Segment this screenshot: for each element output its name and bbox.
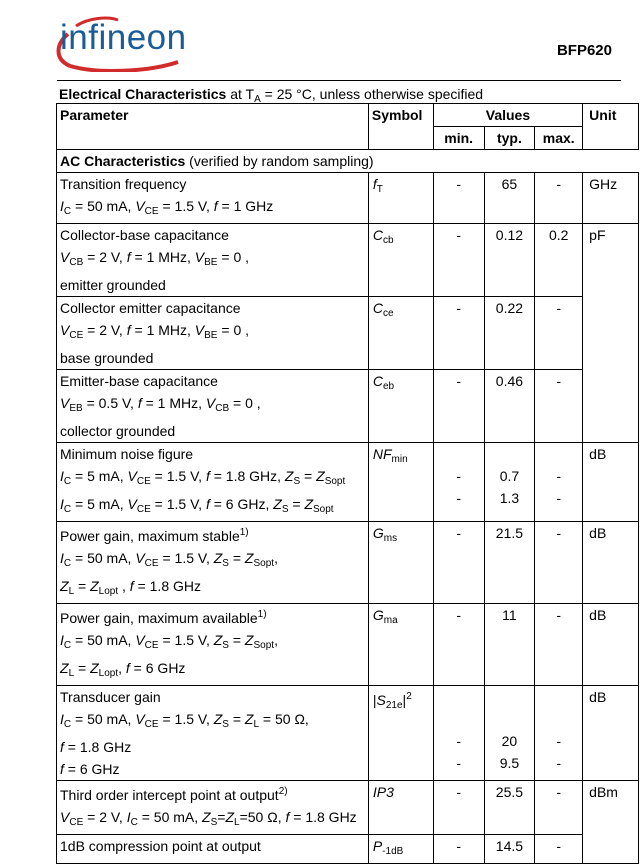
- table-row: Third order intercept point at output$^{2)}$ $V_{CE} = 2$ V, $I_C = 50$ mA, $Z_S=Z_L=50$ Ω, f = 1.8 GHz IP3 - 25.5 - dBm: [57, 781, 639, 835]
- value-min: -: [433, 522, 484, 604]
- value-min: -: [456, 468, 461, 484]
- value-min: -: [433, 297, 484, 370]
- symbol: $G_{ms}$: [368, 522, 433, 604]
- unit: dB: [583, 604, 639, 686]
- value-typ: 25.5: [484, 781, 535, 835]
- param-name: 1dB compression point at output: [57, 835, 369, 864]
- param-cond: base grounded: [60, 350, 154, 366]
- unit: dB: [583, 443, 639, 522]
- value-min: -: [433, 835, 484, 864]
- symbol: $NF_{min}$: [368, 443, 433, 522]
- table-row: Collector-base capacitance $V_{CB} = 2$ V, f = 1 MHz, $V_{BE} = 0$ , emitter grounded $C_{cb}$ - 0.12 0.2 pF: [57, 224, 639, 297]
- value-typ: 0.7: [499, 468, 520, 484]
- value-min: -: [433, 173, 484, 224]
- col-typ: typ.: [484, 127, 535, 150]
- value-min: -: [433, 781, 484, 835]
- value-typ: 0.46: [484, 370, 535, 443]
- col-max: max.: [535, 127, 583, 150]
- value-typ: 0.12: [484, 224, 535, 297]
- value-max: -: [535, 370, 583, 443]
- value-min: -: [433, 224, 484, 297]
- characteristics-table: [56, 103, 639, 864]
- param-cond: $I_C = 50$ mA, $V_{CE} = 1.5$ V, f = 1 GHz: [60, 198, 274, 217]
- value-max: -: [535, 835, 583, 864]
- symbol: $C_{ce}$: [368, 297, 433, 370]
- col-unit: Unit: [583, 104, 639, 127]
- unit: pF: [583, 224, 639, 443]
- value-min: -: [456, 733, 461, 749]
- param-name: Minimum noise figure: [60, 446, 194, 462]
- value-min: -: [433, 370, 484, 443]
- value-max: 0.2: [535, 224, 583, 297]
- value-typ: 1.3: [499, 490, 520, 506]
- header-rule: [57, 80, 621, 81]
- value-min: -: [456, 490, 461, 506]
- symbol: $G_{ma}$: [368, 604, 433, 686]
- table-row: Power gain, maximum available$^{1)}$ $I_C = 50$ mA, $V_{CE} = 1.5$ V, $Z_S = Z_{Sopt}$, $Z_L = Z_{Lopt}$, f = 6 GHz $G_{ma}$ - 11 - dB: [57, 604, 639, 686]
- value-max: -: [535, 604, 583, 686]
- unit: dBm: [583, 781, 639, 864]
- value-typ: 0.22: [484, 297, 535, 370]
- col-symbol: Symbol: [368, 104, 433, 127]
- param-name: Collector-base capacitance: [60, 227, 229, 243]
- col-min: min.: [433, 127, 484, 150]
- symbol: IP3: [368, 781, 433, 835]
- param-name: Power gain, maximum available: [60, 610, 258, 626]
- value-min: -: [456, 755, 461, 771]
- unit: GHz: [583, 173, 639, 224]
- value-typ: 11: [484, 604, 535, 686]
- unit: dB: [583, 686, 639, 781]
- param-name: Collector emitter capacitance: [60, 300, 241, 316]
- value-max: -: [556, 468, 562, 484]
- ec-title: Electrical Characteristics at $T_A = 25$ °C, unless otherwise specified: [59, 86, 484, 105]
- value-max: -: [535, 173, 583, 224]
- value-max: -: [556, 755, 562, 771]
- table-row: Transducer gain $I_C = 50$ mA, $V_{CE} = 1.5$ V, $Z_S = Z_L = 50$ Ω, f = 1.8 GHz f = 6 GHz $|S_{21e}|^2$ - - 20 9.5 - - dB: [57, 686, 639, 781]
- section-heading: AC Characteristics (verified by random sampling): [57, 150, 639, 173]
- table-row: [57, 835, 639, 864]
- table-row: Collector emitter capacitance $V_{CE} = 2$ V, f = 1 MHz, $V_{BE} = 0$ , base grounded $C_{ce}$ - 0.22 -: [57, 297, 639, 370]
- value-typ: 65: [484, 173, 535, 224]
- param-name: Power gain, maximum stable: [60, 528, 240, 544]
- symbol: $C_{eb}$: [368, 370, 433, 443]
- symbol: $P_{-1dB}$: [368, 835, 433, 864]
- logo-text: infineon: [60, 18, 187, 57]
- col-parameter: Parameter: [57, 104, 369, 127]
- table-row: Emitter-base capacitance $V_{EB} = 0.5$ V, f = 1 MHz, $V_{CB} = 0$ , collector grounded $C_{eb}$ - 0.46 -: [57, 370, 639, 443]
- param-cond: collector grounded: [60, 423, 176, 439]
- table-row: [57, 173, 639, 224]
- table-row: Minimum noise figure $I_C = 5$ mA, $V_{CE} = 1.5$ V, f = 1.8 GHz, $Z_S = Z_{Sopt}$ $I_C = 5$ mA, $V_{CE} = 1.5$ V, f = 6 GHz, $Z_S = Z_{Sopt}$ $NF_{min}$ - - 0.7 1.3 - - dB: [57, 443, 639, 522]
- unit: dB: [583, 522, 639, 604]
- param-name: Emitter-base capacitance: [60, 373, 218, 389]
- value-typ: 20: [501, 733, 518, 749]
- value-max: -: [535, 781, 583, 835]
- value-min: -: [433, 604, 484, 686]
- product-name: BFP620: [556, 42, 612, 59]
- param-name: Third order intercept point at output: [60, 787, 279, 803]
- symbol: $f_T$: [368, 173, 433, 224]
- param-cond: emitter grounded: [60, 277, 166, 293]
- param-name: Transducer gain: [60, 689, 161, 705]
- value-max: -: [535, 522, 583, 604]
- param-name: Transition frequency: [60, 176, 187, 192]
- col-values: Values: [433, 104, 582, 127]
- table-row: Power gain, maximum stable$^{1)}$ $I_C = 50$ mA, $V_{CE} = 1.5$ V, $Z_S = Z_{Sopt}$, $Z_L = Z_{Lopt}$ , f = 1.8 GHz $G_{ms}$ - 21.5 - dB: [57, 522, 639, 604]
- value-max: -: [535, 297, 583, 370]
- value-max: -: [556, 490, 562, 506]
- value-typ: 21.5: [484, 522, 535, 604]
- value-typ: 14.5: [484, 835, 535, 864]
- value-max: -: [556, 733, 562, 749]
- symbol: $C_{cb}$: [368, 224, 433, 297]
- value-typ: 9.5: [499, 755, 520, 771]
- symbol: $|S_{21e}|^2$: [368, 686, 433, 781]
